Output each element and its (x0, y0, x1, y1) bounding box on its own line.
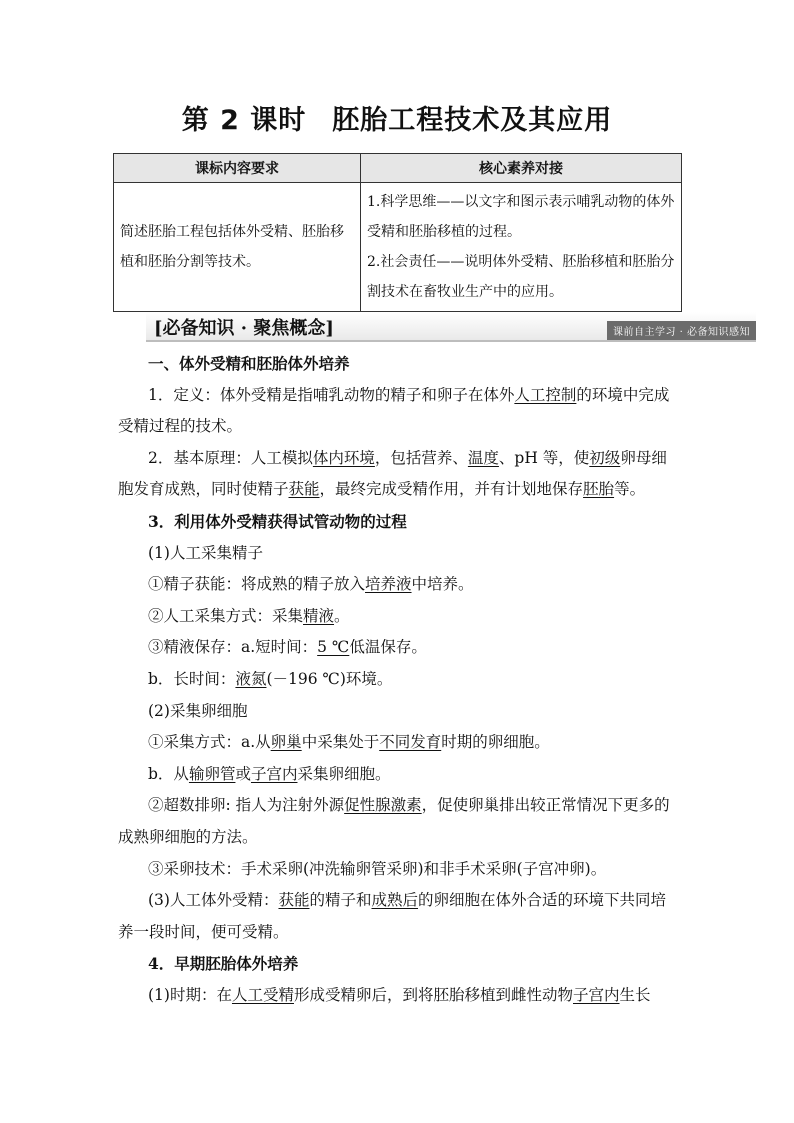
lesson-number: 第 2 课时 (181, 105, 307, 136)
item-superovulation: ②超数排卵: 指人为注射外源促性腺激素，促使卵巢排出较正常情况下更多的成熟卵细胞的方法。 (118, 796, 670, 846)
sub-heading-egg: (2)采集卵细胞 (148, 701, 248, 720)
table-header-row (114, 154, 682, 183)
paragraph-definition: 1．定义：体外受精是指哺乳动物的精子和卵子在体外人工控制的环境中完成受精过程的技术。 (118, 385, 670, 436)
heading-4: 4．早期胚胎体外培养 (148, 954, 299, 974)
competency-item-2: 2.社会责任——说明体外受精、胚胎移植和胚胎分割技术在畜牧业生产中的应用。 (367, 254, 675, 300)
sub-heading-sperm: (1)人工采集精子 (148, 543, 263, 562)
header-competency: 核心素养对接 (361, 154, 682, 183)
page-title (0, 98, 794, 137)
item-sperm-capacitation: ①精子获能：将成熟的精子放入培养液中培养。 (148, 575, 474, 594)
section-tag: 课前自主学习 · 必备知识感知 (607, 321, 756, 340)
item-egg-collection-b: b．从输卵管或子宫内采集卵细胞。 (148, 764, 391, 783)
heading-1: 一、体外受精和胚胎体外培养 (148, 354, 350, 373)
section-title: [必备知识 · 聚焦概念] (154, 318, 334, 339)
curriculum-cell: 简述胚胎工程包括体外受精、胚胎移植和胚胎分割等技术。 (114, 183, 361, 312)
paragraph-fertilization: (3)人工体外受精：获能的精子和成熟后的卵细胞在体外合适的环境下共同培养一段时间，便可受精。 (118, 891, 667, 941)
item-sperm-collection: ②人工采集方式：采集精液。 (148, 606, 350, 625)
header-curriculum: 课标内容要求 (114, 154, 361, 183)
content (118, 348, 680, 1011)
paragraph-principle: 2．基本原理：人工模拟体内环境，包括营养、温度、pH 等，使初级卵母细胞发育成熟，同时使精子获能，最终完成受精作用，并有计划地保存胚胎等。 (118, 448, 667, 499)
requirements-table (113, 153, 682, 312)
section-header (146, 312, 756, 342)
item-semen-short: ③精液保存：a.短时间：5 ℃低温保存。 (148, 638, 427, 657)
item-egg-technique: ③采卵技术：手术采卵(冲洗输卵管采卵)和非手术采卵(子宫冲卵)。 (148, 859, 607, 878)
item-semen-long: b．长时间：液氮(－196 ℃)环境。 (148, 669, 393, 688)
table-row (114, 183, 682, 312)
lesson-title: 胚胎工程技术及其应用 (332, 105, 613, 136)
item-egg-collection-a: ①采集方式：a.从卵巢中采集处于不同发育时期的卵细胞。 (148, 733, 550, 752)
competency-item-1: 1.科学思维——以文字和图示表示哺乳动物的体外受精和胚胎移植的过程。 (367, 194, 675, 240)
competency-cell (361, 183, 682, 312)
paragraph-period: (1)时期：在人工受精形成受精卵后，到将胚胎移植到雌性动物子宫内生长 (148, 985, 651, 1004)
heading-3: 3．利用体外受精获得试管动物的过程 (148, 511, 407, 531)
